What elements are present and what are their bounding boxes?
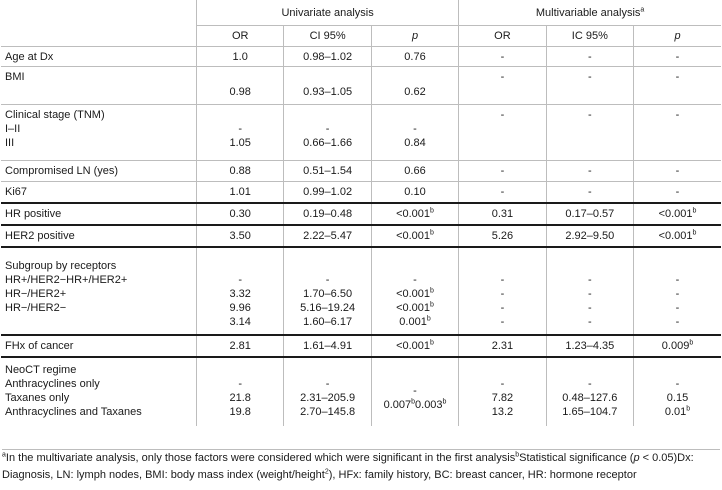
row-neoct-regime: NeoCT regime Anthracyclines only Taxanes only Anthracyclines and Taxanes - 21.8 19.8 - 2.31–205.9 2.70–145.8 - 0.007$^b$0.003$^b$ - 7.82 13.2 - 0.48–127.6 1.65–104.7 - 0.15 0.01$^b$ <box>1 357 721 426</box>
col-or: OR <box>197 26 284 47</box>
table-footnote: $^a$In the multivariate analysis, only those factors were considered which were significant in the first analysis$^b$Statistical significance (p < 0.05)Dx: Diagnosis, LN: lymph nodes, BMI: body mass index (weight/height$^2$), HFx: family history, BC: breast cancer, HR: hormone receptor <box>2 449 720 484</box>
row-fhx-cancer: FHx of cancer 2.81 1.61–4.91 <0.001$^b$ 2.31 1.23–4.35 0.009$^b$ <box>1 335 721 357</box>
row-bmi: BMI 0.98 0.93–1.05 0.62 - - - <box>1 67 721 105</box>
row-her2-positive: HER2 positive 3.50 2.22–5.47 <0.001$^b$ 5.26 2.92–9.50 <0.001$^b$ <box>1 225 721 247</box>
col-ic-multi: IC 95% <box>546 26 633 47</box>
header-blank <box>1 0 197 26</box>
col-ci: CI 95% <box>284 26 371 47</box>
col-p: p <box>371 26 458 47</box>
row-ki67: Ki67 1.01 0.99–1.02 0.10 - - - <box>1 182 721 203</box>
results-table <box>1 0 721 426</box>
row-age: Age at Dx 1.0 0.98–1.02 0.76 - - - <box>1 47 721 67</box>
univariate-header: Univariate analysis <box>197 0 459 26</box>
header-row-groups <box>1 0 721 26</box>
row-clinical-stage: Clinical stage (TNM) I–II III - 1.05 - 0.66–1.66 - 0.84 - - - <box>1 105 721 161</box>
col-p-multi: p <box>634 26 721 47</box>
row-compromised-ln: Compromised LN (yes) 0.88 0.51–1.54 0.66 - - - <box>1 161 721 182</box>
row-hr-positive: HR positive 0.30 0.19–0.48 <0.001$^b$ 0.31 0.17–0.57 <0.001$^b$ <box>1 203 721 225</box>
row-subgroup-receptors: Subgroup by receptors HR+/HER2−HR+/HER2+ HR−/HER2+ HR−/HER2− - 3.32 9.96 3.14 - 1.70–6.50 5.16–19.24 1.60–6.17 - <0.001$^b$ <0.001$^b$ 0.001$^b$ - - - - - - - - - - - - <box>1 247 721 335</box>
header-row-columns <box>1 26 721 47</box>
multivariable-header: Multivariable analysis$^a$ <box>459 0 721 26</box>
col-or-multi: OR <box>459 26 546 47</box>
